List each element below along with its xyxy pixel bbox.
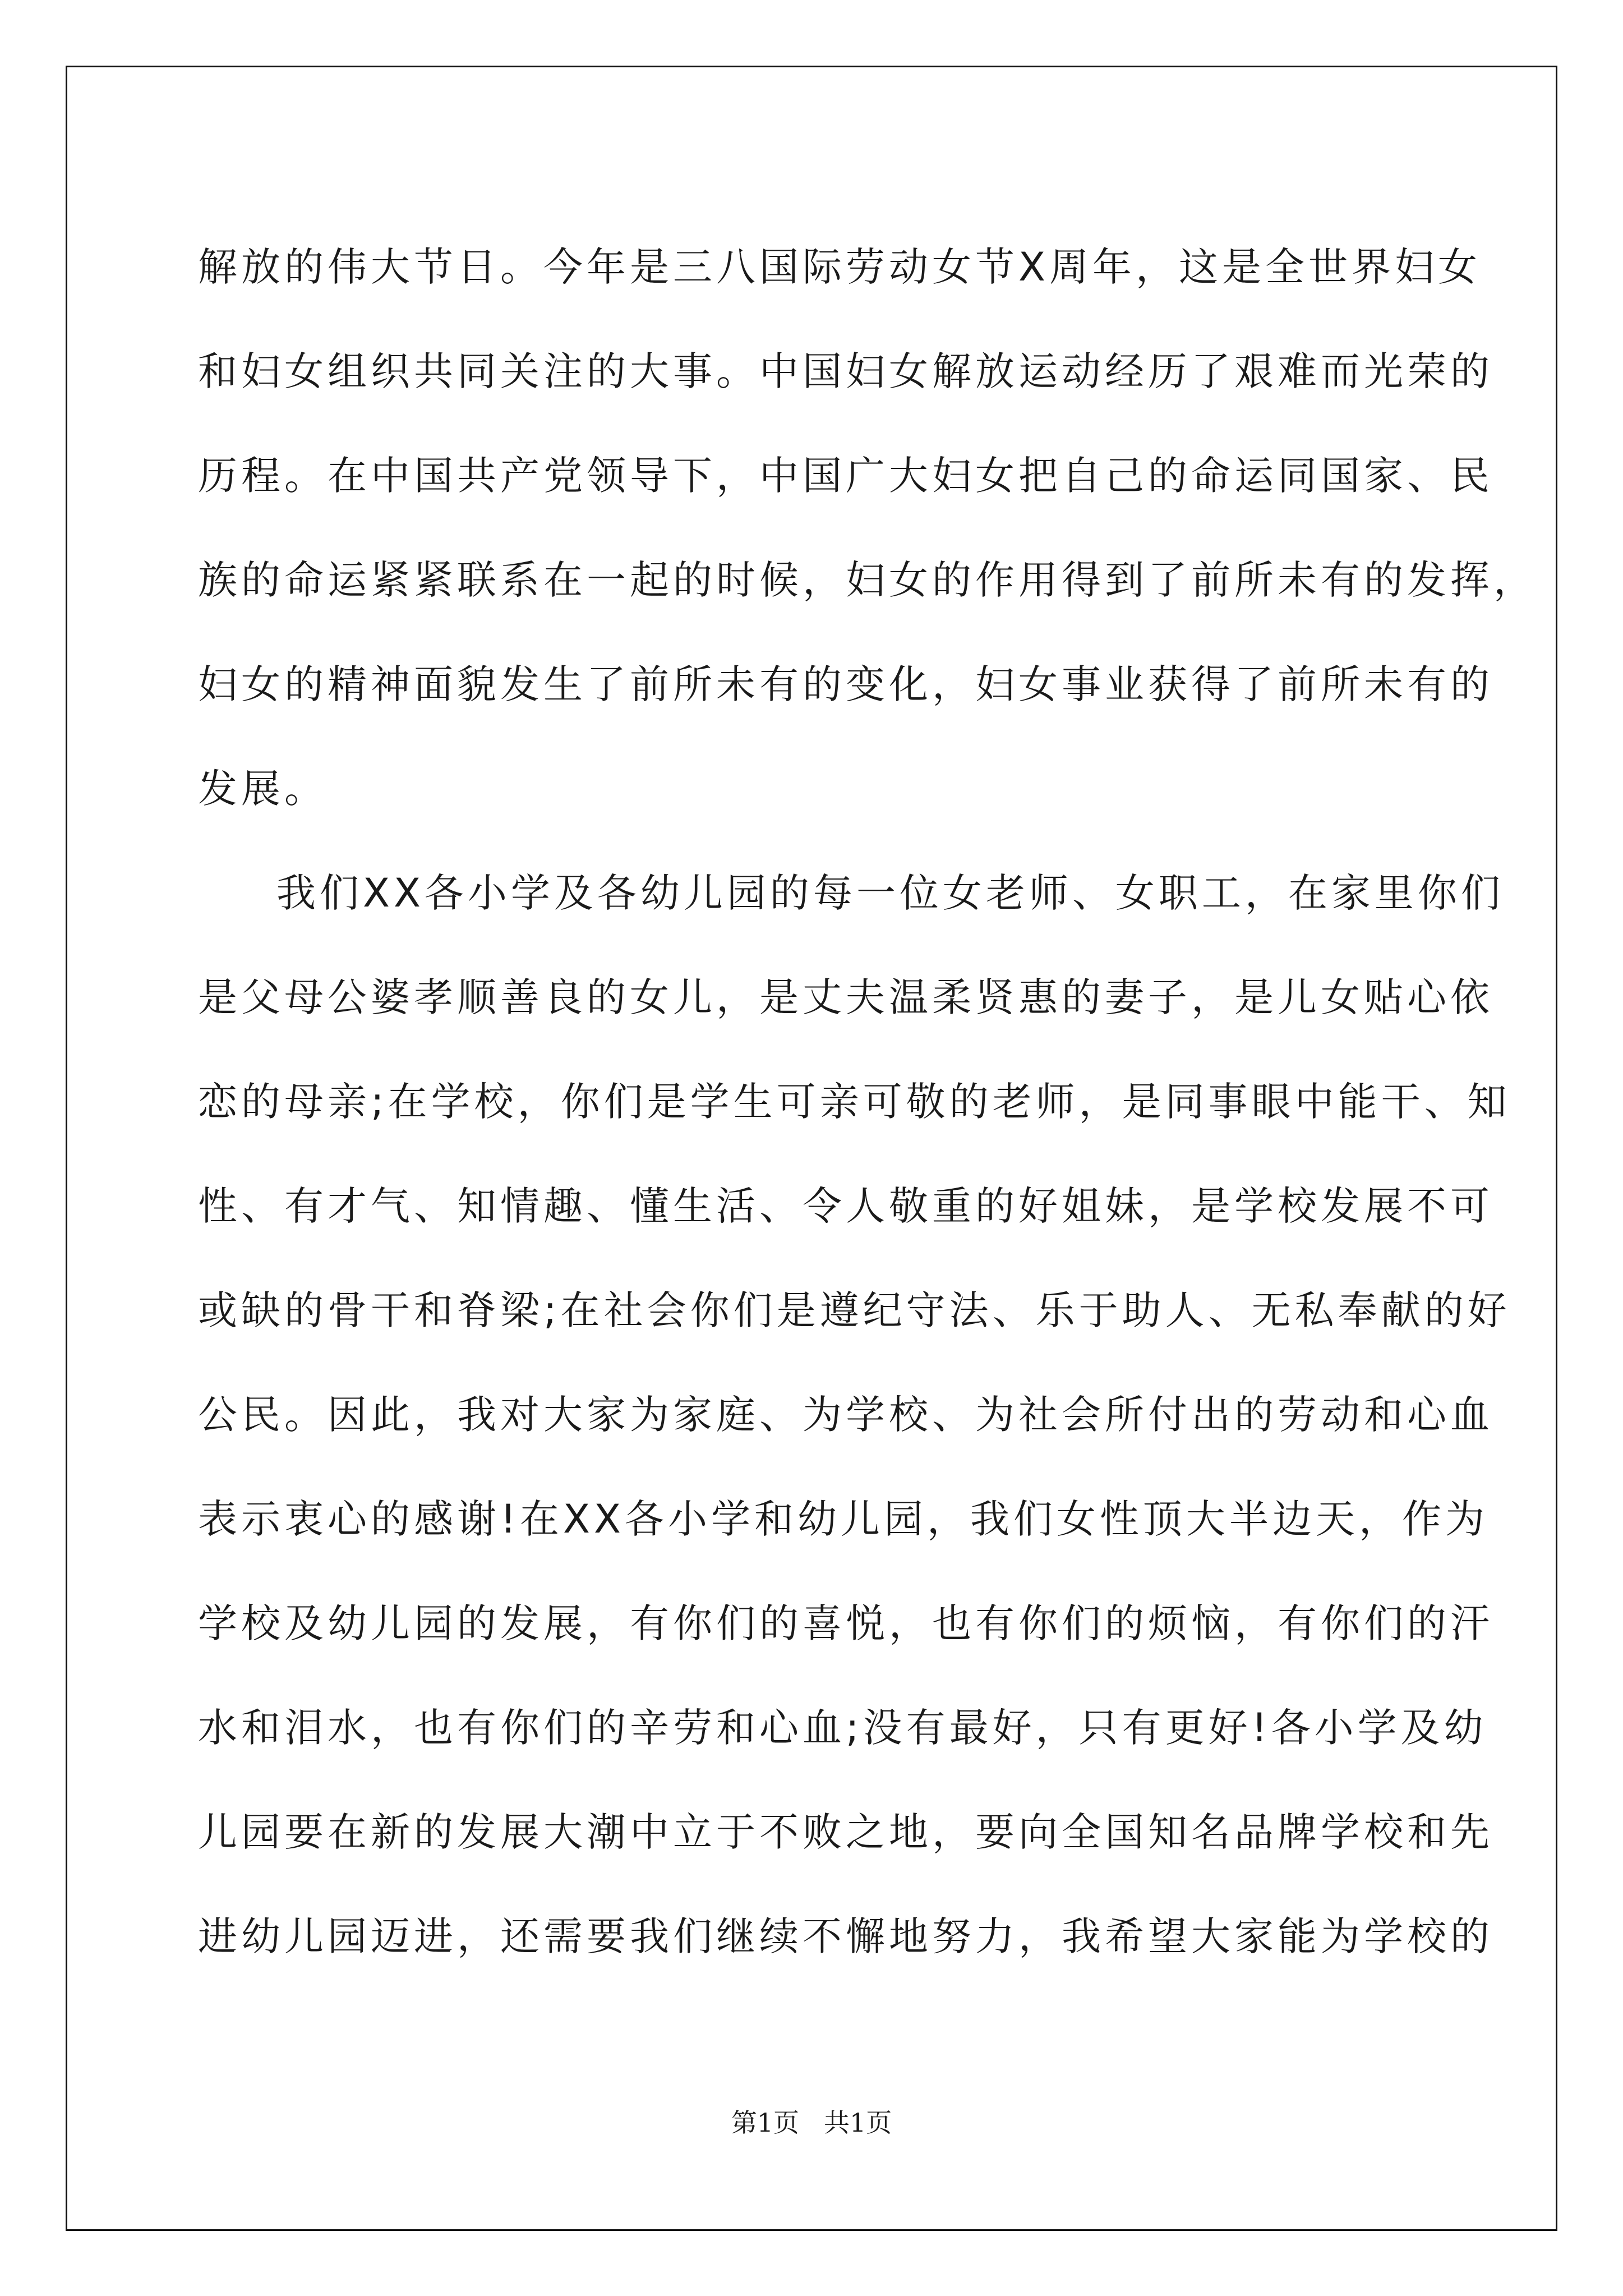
paragraph-first-line: 我们XX各小学及各幼儿园的每一位女老师、女职工，在家里你们 xyxy=(276,870,1504,916)
text-line: 解放的伟大节日。今年是三八国际劳动女节X周年，这是全世界妇女 xyxy=(198,244,1481,290)
text-line: 和妇女组织共同关注的大事。中国妇女解放运动经历了艰难而光荣的 xyxy=(198,348,1493,394)
text-line: 公民。因此，我对大家为家庭、为学校、为社会所付出的劳动和心血 xyxy=(198,1392,1493,1438)
text-line: 发展。 xyxy=(198,766,328,812)
text-line: 恋的母亲;在学校，你们是学生可亲可敬的老师，是同事眼中能干、知 xyxy=(198,1079,1511,1125)
text-line: 是父母公婆孝顺善良的女儿，是丈夫温柔贤惠的妻子，是儿女贴心依 xyxy=(198,974,1493,1020)
text-line: 儿园要在新的发展大潮中立于不败之地，要向全国知名品牌学校和先 xyxy=(198,1809,1493,1855)
text-line: 水和泪水，也有你们的辛劳和心血;没有最好，只有更好!各小学及幼 xyxy=(198,1705,1487,1751)
document-body xyxy=(198,215,1537,1989)
text-line: 表示衷心的感谢!在XX各小学和幼儿园，我们女性顶大半边天，作为 xyxy=(198,1496,1488,1542)
text-line: 学校及幼儿园的发展，有你们的喜悦，也有你们的烦恼，有你们的汗 xyxy=(198,1600,1493,1646)
page-number: 第1页 xyxy=(731,2108,799,2138)
page-total: 共1页 xyxy=(824,2108,892,2138)
text-line: 进幼儿园迈进，还需要我们继续不懈地努力，我希望大家能为学校的 xyxy=(198,1913,1493,1959)
text-line: 妇女的精神面貌发生了前所未有的变化，妇女事业获得了前所未有的 xyxy=(198,661,1493,707)
page-footer xyxy=(0,2102,1623,2139)
text-line: 历程。在中国共产党领导下，中国广大妇女把自己的命运同国家、民 xyxy=(198,453,1493,499)
text-line: 或缺的骨干和脊梁;在社会你们是遵纪守法、乐于助人、无私奉献的好 xyxy=(198,1287,1511,1333)
text-line: 性、有才气、知情趣、懂生活、令人敬重的好姐妹，是学校发展不可 xyxy=(198,1183,1493,1229)
text-line: 族的命运紧紧联系在一起的时候，妇女的作用得到了前所未有的发挥， xyxy=(198,557,1537,603)
